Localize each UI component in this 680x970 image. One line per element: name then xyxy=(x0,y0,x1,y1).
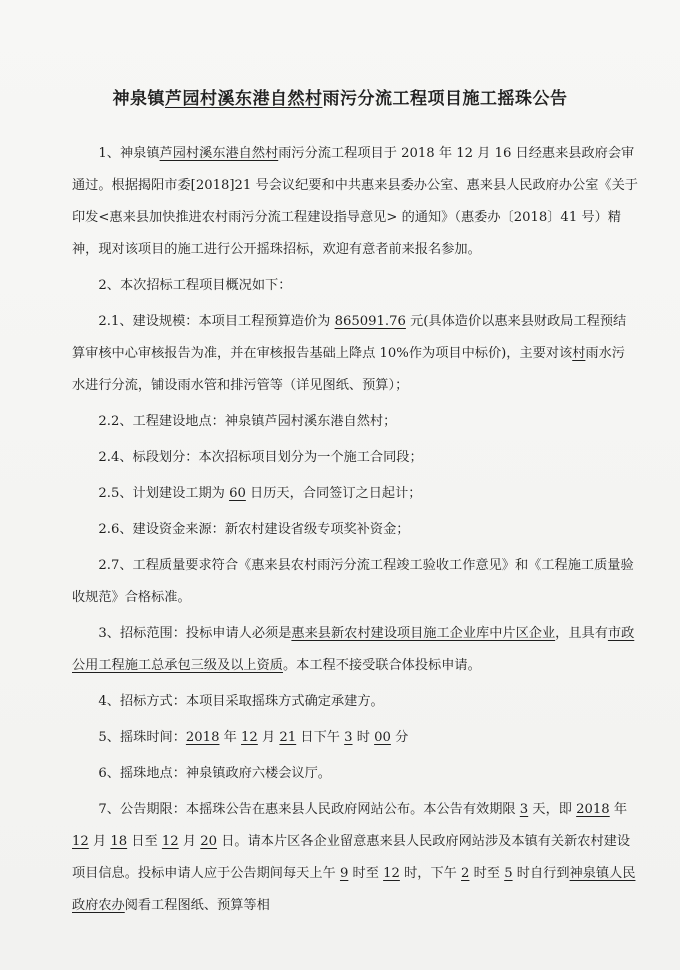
paragraph-2-1: 2.1、建设规模：本项目工程预算造价为 865091.76 元(具体造价以惠来县财政局工程预结算审核中心审核报告为准，并在审核报告基础上降点 10%作为项目中标价)，主要对该村雨水污水进行分流，铺设雨水管和排污管等（详见图纸、预算）； xyxy=(72,314,627,393)
title-text: 神泉镇 xyxy=(112,89,165,109)
paragraph-5: 5、摇珠时间：2018 年 12 月 21 日下午 3 时 00 分 xyxy=(98,730,409,745)
paragraph-2-5: 2.5、计划建设工期为 60 日历天，合同签订之日起计； xyxy=(98,486,422,501)
paragraph-2-7: 2.7、工程质量要求符合《惠来县农村雨污分流工程竣工验收工作意见》和《工程施工质量验收规范》合格标准。 xyxy=(72,558,634,605)
paragraph-3: 3、招标范围：投标申请人必须是惠来县新农村建设项目施工企业库中片区企业，且具有市政公用工程施工总承包三级及以上资质。本工程不接受联合体投标申请。 xyxy=(72,626,635,673)
paragraph-2-2: 2.2、工程建设地点：神泉镇芦园村溪东港自然村； xyxy=(98,414,397,429)
paragraph-6: 6、摇珠地点：神泉镇政府六楼会议厅。 xyxy=(98,766,331,781)
paragraph-2-6: 2.6、建设资金来源：新农村建设省级专项奖补资金； xyxy=(98,522,410,537)
document-title xyxy=(0,84,680,109)
paragraph-4: 4、招标方式：本项目采取摇珠方式确定承建方。 xyxy=(98,694,384,709)
title-text-suffix: 雨污分流工程项目施工摇珠公告 xyxy=(322,89,568,109)
paragraph-2-4: 2.4、标段划分：本次招标项目划分为一个施工合同段； xyxy=(98,450,423,465)
paragraph-1: 1、神泉镇芦园村溪东港自然村雨污分流工程项目于 2018 年 12 月 16 日经惠来县政府会审通过。根据揭阳市委[2018]21 号会议纪要和中共惠来县委办公室、惠来县人民政府办公室《关于印发<惠来县加快推进农村雨污分流工程建设指导意见> 的通知》（惠委办〔2018〕41 号）精神，现对该项目的施工进行公开摇珠招标，欢迎有意者前来报名参加。 xyxy=(72,146,638,257)
paragraph-7: 7、公告期限：本摇珠公告在惠来县人民政府网站公布。本公告有效期限 3 天，即 2018 年 12 月 18 日至 12 月 20 日。请本片区各企业留意惠来县人民政府网站涉及本镇有关新农村建设项目信息。投标申请人应于公告期间每天上午 9 时至 12 时，下午 2 时至 5 时自行到神泉镇人民政府农办阅看工程图纸、预算等相 xyxy=(72,802,636,913)
announcement-body xyxy=(72,138,638,922)
title-underlined-text: 芦园村溪东港自然村 xyxy=(165,89,323,109)
paragraph-2: 2、本次招标工程项目概况如下： xyxy=(98,278,292,293)
